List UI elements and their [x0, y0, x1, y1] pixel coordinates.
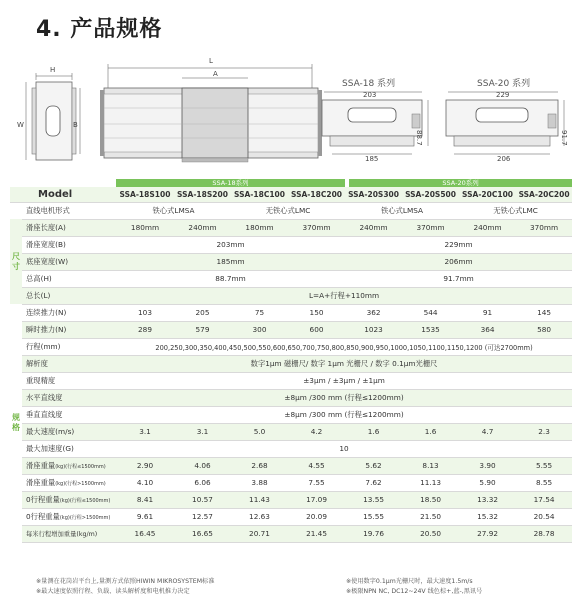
cell: 240mm: [459, 219, 516, 236]
cell: 27.92: [459, 525, 516, 542]
cell: 16.65: [174, 525, 231, 542]
cell: 数字1μm 磁栅尺/ 数字 1μm 光栅尺 / 数字 0.1μm光栅尺: [116, 355, 572, 372]
cell: 580: [516, 321, 572, 338]
cell: 17.54: [516, 491, 572, 508]
cell: 185mm: [116, 253, 345, 270]
table-row: [10, 525, 572, 542]
notes-left: [36, 577, 214, 597]
model-cell: SSA-20C100: [459, 187, 516, 202]
category-spec: 规 格: [12, 413, 20, 432]
cell: 2.68: [231, 457, 288, 474]
table-row: [10, 372, 572, 389]
model-cell: SSA-18C200: [288, 187, 345, 202]
row-label: 滑座长度(A): [22, 219, 116, 236]
ssa18-bottom-dim: 185: [365, 155, 379, 163]
row-label-text: 滑座重量: [26, 477, 56, 487]
cell: 16.45: [116, 525, 174, 542]
dim-b-label: B: [73, 121, 78, 129]
cell: 240mm: [345, 219, 402, 236]
cell: 10: [116, 440, 572, 457]
table-row: [10, 508, 572, 525]
cell: 15.32: [459, 508, 516, 525]
cell: 9.61: [116, 508, 174, 525]
row-label: 水平直线度: [22, 389, 116, 406]
row-label-sub: (kg)(行程>1500mm): [55, 480, 106, 487]
row-label-text: 0行程重量: [26, 511, 60, 521]
cell: 3.90: [459, 457, 516, 474]
table-row: [10, 474, 572, 491]
series-20-header: SSA-20系列: [349, 179, 572, 187]
model-cell: SSA-18C100: [231, 187, 288, 202]
cell: 91.7mm: [345, 270, 572, 287]
cell: 13.55: [345, 491, 402, 508]
model-row: [10, 187, 572, 202]
row-label-text: 滑座重量: [26, 460, 56, 470]
cell: 15.55: [345, 508, 402, 525]
cell: 17.09: [288, 491, 345, 508]
row-label: 直线电机形式: [22, 202, 116, 219]
cell: 544: [402, 304, 459, 321]
category-size: 尺 寸: [12, 251, 20, 271]
cell: 4.55: [288, 457, 345, 474]
cell: 铁心式LMSA: [116, 202, 231, 219]
cell: ±8μm /300 mm (行程≤1200mm): [116, 406, 572, 423]
row-label: 重现精度: [22, 372, 116, 389]
dim-h-label: H: [50, 66, 56, 74]
row-label: 每米行程增加重量(kg/m): [22, 525, 116, 542]
table-row: [10, 253, 572, 270]
row-label: 滑座宽度(B): [22, 236, 116, 253]
cell: 无铁心式LMC: [459, 202, 572, 219]
cell: 28.78: [516, 525, 572, 542]
ssa18-top-dim: 203: [363, 91, 377, 99]
row-label: 总高(H): [22, 270, 116, 287]
note-item: ※极限NPN NC, DC12~24V 线色棕+,蓝-,黑讯号: [346, 588, 483, 595]
cell: 19.76: [345, 525, 402, 542]
row-label: [22, 508, 116, 525]
cell: 3.1: [116, 423, 174, 440]
table-row: [10, 202, 572, 219]
row-label: 最大速度(m/s): [22, 423, 116, 440]
cell: 180mm: [116, 219, 174, 236]
ssa18-figure-title: SSA-18 系列: [342, 79, 396, 89]
table-row: [10, 270, 572, 287]
cell: 4.7: [459, 423, 516, 440]
cell: 150: [288, 304, 345, 321]
cell: ±8μm /300 mm (行程≤1200mm): [116, 389, 572, 406]
end-view-drawing: [14, 70, 86, 170]
cell: 10.57: [174, 491, 231, 508]
cell: 11.13: [402, 474, 459, 491]
cell: 600: [288, 321, 345, 338]
cell: 18.50: [402, 491, 459, 508]
cell: 7.62: [345, 474, 402, 491]
row-label: 瞬时推力(N): [22, 321, 116, 338]
cell: 4.06: [174, 457, 231, 474]
cell: 4.2: [288, 423, 345, 440]
row-label: [22, 474, 116, 491]
ssa20-figure-title: SSA-20 系列: [477, 79, 531, 89]
row-label-text: 0行程重量: [26, 494, 60, 504]
cell: 145: [516, 304, 572, 321]
row-label: 行程(mm): [22, 338, 116, 355]
table-row: [10, 440, 572, 457]
cell: 200,250,300,350,400,450,500,550,600,650,700,750,800,850,900,950,1000,1050,1100,1150,1200 (可达2700mm): [116, 338, 572, 355]
table-row: [10, 389, 572, 406]
dim-a-label: A: [213, 70, 218, 78]
cell: 11.43: [231, 491, 288, 508]
cell: 21.50: [402, 508, 459, 525]
cell: 206mm: [345, 253, 572, 270]
model-cell: SSA-20C200: [516, 187, 572, 202]
cell: ±3μm / ±3μm / ±1μm: [116, 372, 572, 389]
table-row: [10, 338, 572, 355]
cell: 289: [116, 321, 174, 338]
table-row: [10, 423, 572, 440]
cell: 12.57: [174, 508, 231, 525]
row-label: 连续推力(N): [22, 304, 116, 321]
cell: 1535: [402, 321, 459, 338]
table-row: [10, 491, 572, 508]
note-item: ※量测在花岗岩平台上,量测方式依照HIWIN MIKROSYSTEM标准: [36, 578, 215, 585]
cell: 205: [174, 304, 231, 321]
dim-w-label: W: [17, 121, 24, 129]
note-item: ※最大速度依照行程、负载、读头解析度和电机推力决定: [36, 588, 190, 595]
row-label: 最大加速度(G): [22, 440, 116, 457]
cell: 75: [231, 304, 288, 321]
ssa18-side-dim: 88.7: [415, 130, 423, 146]
dim-l-label: L: [209, 57, 213, 65]
cell: 103: [116, 304, 174, 321]
cell: 362: [345, 304, 402, 321]
cell: 2.90: [116, 457, 174, 474]
cell: 1.6: [402, 423, 459, 440]
cell: 12.63: [231, 508, 288, 525]
cell: 370mm: [402, 219, 459, 236]
series-18-header: SSA-18系列: [116, 179, 345, 187]
table-row: [10, 355, 572, 372]
cell: 7.55: [288, 474, 345, 491]
model-label: Model: [10, 187, 116, 202]
spec-table: [10, 178, 572, 543]
cell: 370mm: [288, 219, 345, 236]
cell: 5.55: [516, 457, 572, 474]
cell: 180mm: [231, 219, 288, 236]
table-row: [10, 287, 572, 304]
cell: 240mm: [174, 219, 231, 236]
row-label: 底座宽度(W): [22, 253, 116, 270]
cell: 8.13: [402, 457, 459, 474]
cell: 370mm: [516, 219, 572, 236]
cell: 铁心式LMSA: [345, 202, 459, 219]
row-label: [22, 457, 116, 474]
model-cell: SSA-18S200: [174, 187, 231, 202]
cell: 91: [459, 304, 516, 321]
row-label: [22, 491, 116, 508]
cell: 5.0: [231, 423, 288, 440]
cell: 1023: [345, 321, 402, 338]
section-title: 4. 产品规格: [36, 17, 163, 42]
cell: 229mm: [345, 236, 572, 253]
cell: 364: [459, 321, 516, 338]
cell: 21.45: [288, 525, 345, 542]
cell: 8.41: [116, 491, 174, 508]
cell: 无铁心式LMC: [231, 202, 345, 219]
cell: 6.06: [174, 474, 231, 491]
cell: 3.1: [174, 423, 231, 440]
table-row: [10, 406, 572, 423]
table-row: [10, 321, 572, 338]
cell: 20.50: [402, 525, 459, 542]
cell: 1.6: [345, 423, 402, 440]
notes-right: [346, 577, 482, 597]
model-cell: SSA-20S300: [345, 187, 402, 202]
top-view-drawing: [100, 60, 322, 170]
table-row: [10, 236, 572, 253]
cell: 3.88: [231, 474, 288, 491]
cell: 20.71: [231, 525, 288, 542]
note-item: ※使用数字0.1μm光栅尺时，最大速度1.5m/s: [346, 578, 473, 585]
cell: L=A+行程+110mm: [116, 287, 572, 304]
cell: 88.7mm: [116, 270, 345, 287]
ssa20-bottom-dim: 206: [497, 155, 511, 163]
cell: 579: [174, 321, 231, 338]
cell: 2.3: [516, 423, 572, 440]
row-label: 解析度: [22, 355, 116, 372]
table-row: [10, 457, 572, 474]
cell: 300: [231, 321, 288, 338]
cell: 8.55: [516, 474, 572, 491]
row-label-sub: (kg)(行程>1500mm): [59, 514, 111, 521]
cell: 203mm: [116, 236, 345, 253]
cell: 13.32: [459, 491, 516, 508]
cell: 20.54: [516, 508, 572, 525]
ssa20-top-dim: 229: [496, 91, 510, 99]
cell: 20.09: [288, 508, 345, 525]
cell: 4.10: [116, 474, 174, 491]
model-cell: SSA-20S500: [402, 187, 459, 202]
model-cell: SSA-18S100: [116, 187, 174, 202]
row-label-sub: (kg)(行程≤1500mm): [55, 463, 106, 470]
row-label-sub: (kg)(行程≤1500mm): [59, 497, 111, 504]
cell: 5.90: [459, 474, 516, 491]
row-label: 总长(L): [22, 287, 116, 304]
table-row: [10, 219, 572, 236]
cell: 5.62: [345, 457, 402, 474]
table-row: [10, 304, 572, 321]
ssa20-side-dim: 91.7: [560, 130, 568, 146]
row-label: 垂直直线度: [22, 406, 116, 423]
